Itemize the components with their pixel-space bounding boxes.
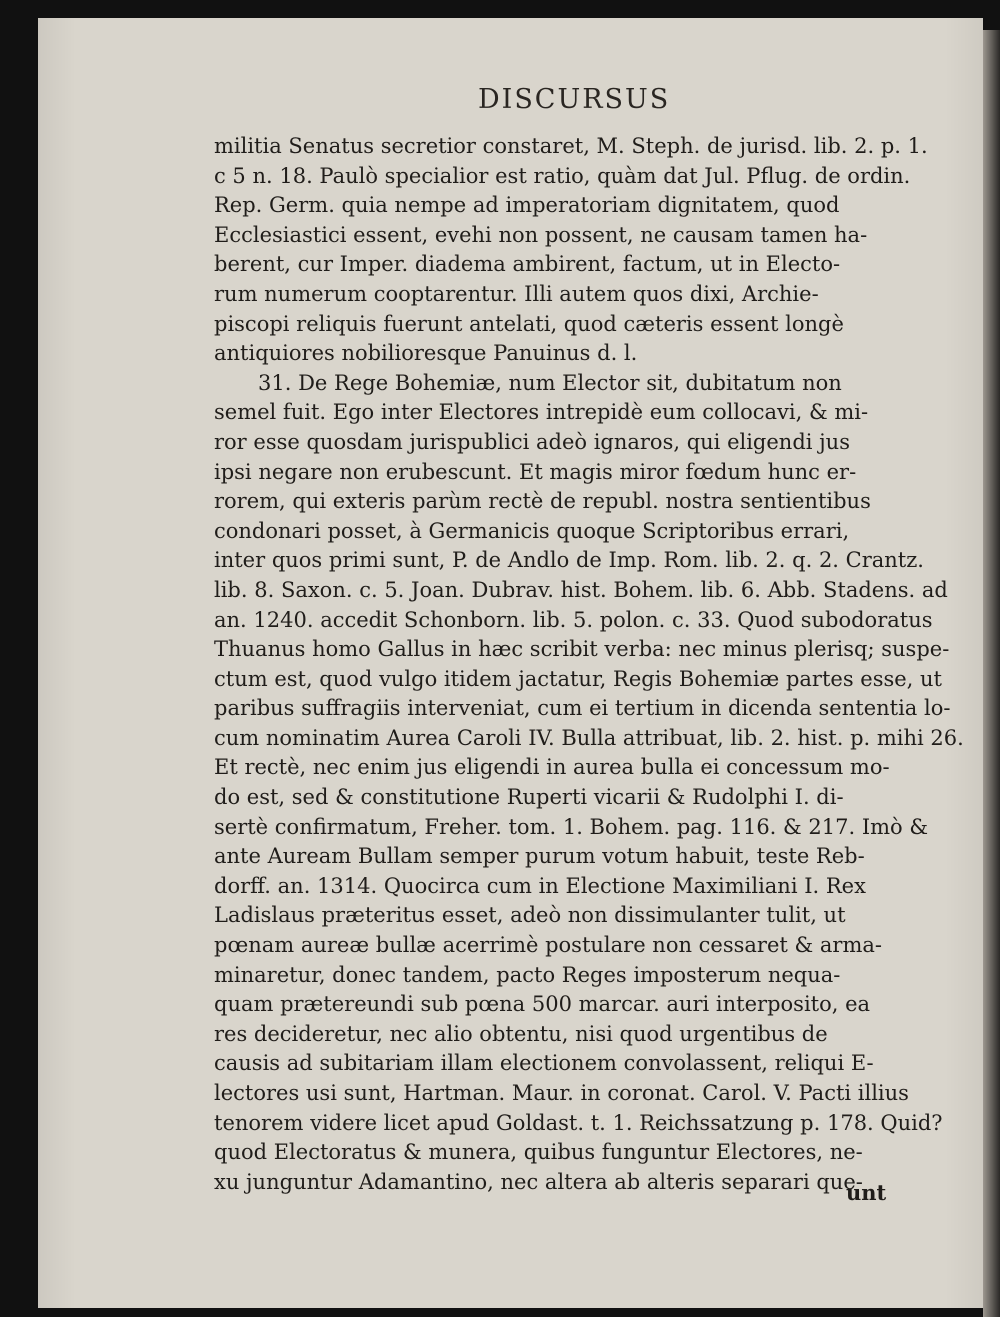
text-line: cum nominatim Aurea Caroli IV. Bulla attribuat, lib. 2. hist. p. mihi 26. bbox=[214, 725, 964, 750]
text-line: causis ad subitariam illam electionem convolassent, reliqui E- bbox=[214, 1051, 874, 1076]
running-head: DISCURSUS bbox=[478, 84, 671, 115]
text-line: semel fuit. Ego inter Electores intrepidè eum collocavi, & mi- bbox=[214, 400, 869, 425]
text-line: quod Electoratus & munera, quibus funguntur Electores, ne- bbox=[214, 1140, 863, 1165]
text-line: inter quos primi sunt, P. de Andlo de Imp. Rom. lib. 2. q. 2. Crantz. bbox=[214, 548, 924, 573]
text-line: tenorem videre licet apud Goldast. t. 1. Reichssatzung p. 178. Quid? bbox=[214, 1110, 943, 1135]
text-line: ctum est, quod vulgo itidem jactatur, Regis Bohemiæ partes esse, ut bbox=[214, 666, 942, 691]
text-line: xu junguntur Adamantino, nec altera ab alteris separari que- bbox=[214, 1169, 863, 1194]
text-line: quam prætereundi sub pœna 500 marcar. auri interposito, ea bbox=[214, 992, 871, 1017]
text-line: do est, sed & constitutione Ruperti vicarii & Rudolphi I. di- bbox=[214, 785, 844, 810]
text-line: antiquiores nobilioresque Panuinus d. l. bbox=[214, 341, 638, 366]
text-line: piscopi reliquis fuerunt antelati, quod cæteris essent longè bbox=[214, 311, 844, 336]
text-line: ror esse quosdam jurispublici adeò ignaros, qui eligendi jus bbox=[214, 429, 850, 454]
text-line: rorem, qui exteris parùm rectè de republ. nostra sentientibus bbox=[214, 489, 871, 514]
text-line: Et rectè, nec enim jus eligendi in aurea bulla ei concessum mo- bbox=[214, 755, 890, 780]
body-text bbox=[214, 132, 964, 1197]
text-line: sertè confirmatum, Freher. tom. 1. Bohem. pag. 116. & 217. Imò & bbox=[214, 814, 929, 839]
text-line: paribus suffragiis interveniat, cum ei tertium in dicenda sententia lo- bbox=[214, 696, 951, 721]
text-line: ante Auream Bullam semper purum votum habuit, teste Reb- bbox=[214, 844, 865, 869]
catchword: unt bbox=[846, 1180, 887, 1205]
text-line: condonari posset, à Germanicis quoque Scriptoribus errari, bbox=[214, 518, 850, 543]
text-line: Ecclesiastici essent, evehi non possent, ne causam tamen ha- bbox=[214, 222, 868, 247]
text-line: Thuanus homo Gallus in hæc scribit verba: nec minus plerisq; suspe- bbox=[214, 637, 950, 662]
text-line: rum numerum cooptarentur. Illi autem quos dixi, Archie- bbox=[214, 281, 819, 306]
text-line: an. 1240. accedit Schonborn. lib. 5. polon. c. 33. Quod subodoratus bbox=[214, 607, 933, 632]
text-line: c 5 n. 18. Paulò specialior est ratio, quàm dat Jul. Pflug. de ordin. bbox=[214, 163, 911, 188]
text-line: 31. De Rege Bohemiæ, num Elector sit, dubitatum non bbox=[258, 370, 842, 395]
text-line: Ladislaus præteritus esset, adeò non dissimulanter tulit, ut bbox=[214, 903, 846, 928]
text-line: lectores usi sunt, Hartman. Maur. in coronat. Carol. V. Pacti illius bbox=[214, 1081, 909, 1105]
page-edge-shadow bbox=[983, 30, 1000, 1317]
text-line: dorff. an. 1314. Quocirca cum in Electione Maximiliani I. Rex bbox=[214, 873, 866, 898]
text-line: res decideretur, nec alio obtentu, nisi quod urgentibus de bbox=[214, 1021, 828, 1046]
text-line: ipsi negare non erubescunt. Et magis miror fœdum hunc er- bbox=[214, 459, 857, 484]
text-line: lib. 8. Saxon. c. 5. Joan. Dubrav. hist. Bohem. lib. 6. Abb. Stadens. ad bbox=[214, 577, 948, 602]
text-line: berent, cur Imper. diadema ambirent, factum, ut in Electo- bbox=[214, 252, 841, 277]
text-line: minaretur, donec tandem, pacto Reges imposterum nequa- bbox=[214, 962, 841, 987]
text-line: pœnam aureæ bullæ acerrimè postulare non cessaret & arma- bbox=[214, 933, 882, 958]
text-line: Rep. Germ. quia nempe ad imperatoriam dignitatem, quod bbox=[214, 193, 840, 218]
text-line: militia Senatus secretior constaret, M. Steph. de jurisd. lib. 2. p. 1. bbox=[214, 134, 928, 158]
